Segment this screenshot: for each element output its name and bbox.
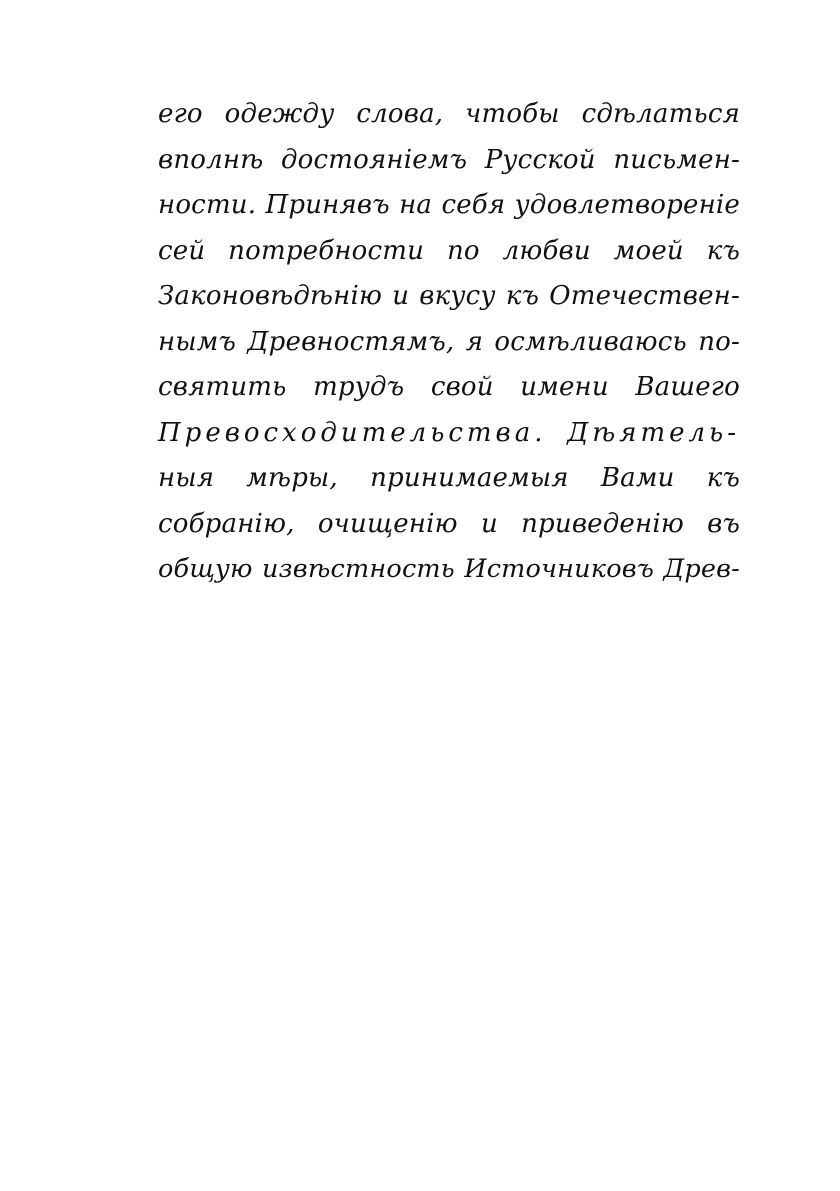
text-line: Законовѣдѣнію и вкусу къ Отечествен- <box>158 281 740 311</box>
text-line: сей потребности по любви моей къ <box>158 235 740 266</box>
text-line: Превосходительства. Дѣятель- <box>158 417 740 448</box>
text-line: святить трудъ свой имени Вашего <box>158 372 740 402</box>
text-line: его одежду слова, чтобы сдѣлаться <box>158 99 740 129</box>
text-line: нымъ Древностямъ, я осмѣливаюсь по- <box>158 326 740 357</box>
text-line: ности. Принявъ на себя удовлетвореніе <box>158 190 740 220</box>
text-line: общую извѣстность Источниковъ Древ- <box>158 554 740 584</box>
body-text <box>158 92 740 593</box>
text-line: вполнѣ достояніемъ Русской письмен- <box>158 144 740 175</box>
text-line: собранію, очищенію и приведенію въ <box>158 508 740 539</box>
text-line: ныя мѣры, принимаемыя Вами къ <box>158 463 740 493</box>
